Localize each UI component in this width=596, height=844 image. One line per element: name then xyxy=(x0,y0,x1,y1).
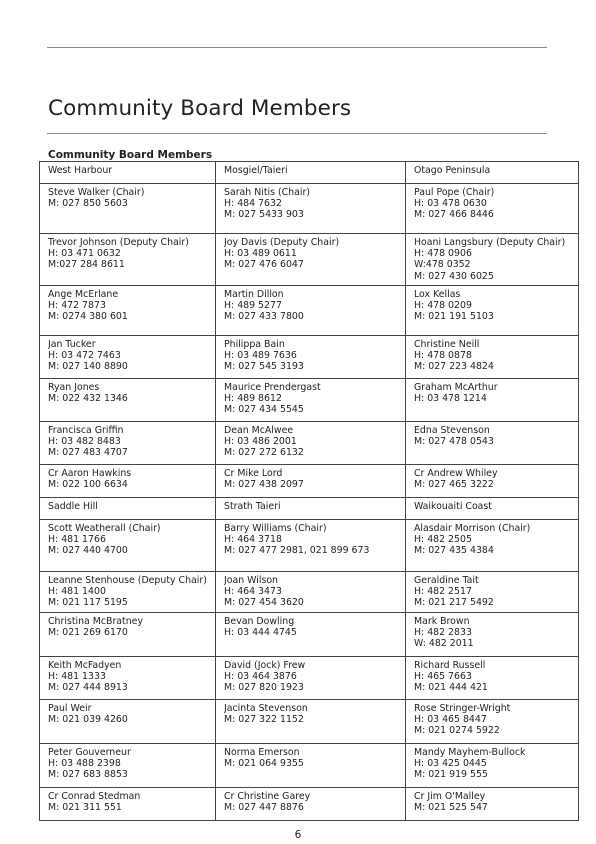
member-phone: M: 027 430 6025 xyxy=(414,270,494,282)
page-number: 6 xyxy=(294,829,302,841)
board-name: Mosgiel/Taieri xyxy=(224,165,288,176)
member-cell xyxy=(216,656,406,699)
member-name: Graham McArthur xyxy=(414,381,498,393)
member-phone: H: 489 5277 xyxy=(224,300,282,312)
member-name: Norma Emerson xyxy=(224,746,300,758)
member-phone: H: 478 0906 xyxy=(414,248,472,260)
table-row xyxy=(40,378,579,421)
member-cell xyxy=(406,699,579,743)
member-phone: H: 03 465 8447 xyxy=(414,714,487,726)
member-name: Steve Walker (Chair) xyxy=(48,187,145,198)
member-phone: H: 03 472 7463 xyxy=(48,350,121,362)
member-phone: M: 022 100 6634 xyxy=(48,479,128,491)
member-phone: W: 482 2011 xyxy=(414,638,474,650)
member-name: Maurice Prendergast xyxy=(224,381,321,393)
member-name: Trevor Johnson (Deputy Chair) xyxy=(48,237,189,248)
member-name: Cr Aaron Hawkins xyxy=(48,467,132,479)
member-cell xyxy=(216,335,406,378)
member-name: Ryan Jones xyxy=(48,381,100,393)
member-phone: M: 027 483 4707 xyxy=(48,447,128,459)
member-cell xyxy=(40,421,216,464)
members-table xyxy=(39,161,579,821)
member-cell xyxy=(406,743,579,787)
table-row xyxy=(40,656,579,699)
member-name: Paul Pope (Chair) xyxy=(414,187,495,198)
member-phone: M: 027 478 0543 xyxy=(414,436,494,448)
member-phone: M: 027 476 6047 xyxy=(224,259,304,271)
member-name: Keith McFadyen xyxy=(48,659,122,671)
table-row xyxy=(40,285,579,335)
member-phone: M: 021 269 6170 xyxy=(48,627,128,639)
member-phone: W:478 0352 xyxy=(414,259,471,271)
member-phone: M: 027 435 4384 xyxy=(414,545,494,557)
member-cell xyxy=(216,612,406,656)
member-name: Leanne Stenhouse (Deputy Chair) xyxy=(48,574,207,586)
member-cell xyxy=(406,612,579,656)
member-cell xyxy=(40,571,216,612)
member-phone: M: 021 217 5492 xyxy=(414,597,494,609)
member-cell xyxy=(40,184,216,234)
member-name: Alasdair Morrison (Chair) xyxy=(414,522,531,534)
top-rule xyxy=(47,47,547,48)
member-phone: M: 027 438 2097 xyxy=(224,479,304,491)
member-cell xyxy=(40,787,216,820)
member-phone: H: 03 486 2001 xyxy=(224,436,297,448)
member-cell xyxy=(40,234,216,286)
member-name: Dean McAlwee xyxy=(224,424,294,436)
member-phone: H: 464 3473 xyxy=(224,586,282,598)
member-phone: H: 481 1400 xyxy=(48,586,106,598)
member-phone: H: 03 488 2398 xyxy=(48,758,121,770)
member-phone: M: 021 919 555 xyxy=(414,769,488,781)
member-cell xyxy=(216,378,406,421)
member-name: Mandy Mayhem-Bullock xyxy=(414,746,526,758)
table-row xyxy=(40,787,579,820)
member-name: Cr Conrad Stedman xyxy=(48,790,141,802)
table-row xyxy=(40,519,579,571)
member-name: Christine Neill xyxy=(414,338,480,350)
member-phone: M: 027 447 8876 xyxy=(224,802,304,814)
board-header xyxy=(216,162,406,184)
member-cell xyxy=(40,699,216,743)
member-phone: H: 03 478 1214 xyxy=(414,393,487,405)
member-phone: H: 478 0209 xyxy=(414,300,472,312)
table-row xyxy=(40,335,579,378)
member-name: Christina McBratney xyxy=(48,615,143,627)
member-phone: M: 021 064 9355 xyxy=(224,758,304,770)
member-cell xyxy=(406,787,579,820)
member-phone: M: 021 311 551 xyxy=(48,802,122,814)
member-phone: H: 03 482 8483 xyxy=(48,436,121,448)
member-cell xyxy=(406,378,579,421)
member-phone: H: 03 489 7636 xyxy=(224,350,297,362)
member-phone: M: 027 850 5603 xyxy=(48,198,128,210)
board-name: Otago Peninsula xyxy=(414,165,491,176)
member-phone: H: 482 2505 xyxy=(414,534,472,546)
member-phone: H: 484 7632 xyxy=(224,198,282,210)
member-cell xyxy=(406,571,579,612)
member-phone: H: 465 7663 xyxy=(414,671,472,683)
member-phone: M: 027 466 8446 xyxy=(414,209,494,221)
member-cell xyxy=(40,519,216,571)
member-phone: M: 021 039 4260 xyxy=(48,714,128,726)
member-phone: M: 021 117 5195 xyxy=(48,597,128,609)
member-phone: H: 489 8612 xyxy=(224,393,282,405)
member-cell xyxy=(406,285,579,335)
board-name: Strath Taieri xyxy=(224,500,281,512)
table-row xyxy=(40,571,579,612)
member-phone: M: 027 5433 903 xyxy=(224,209,304,221)
board-name: Waikouaiti Coast xyxy=(414,500,492,512)
member-name: Rose Stringer-Wright xyxy=(414,702,511,714)
member-cell xyxy=(406,656,579,699)
member-name: Geraldine Tait xyxy=(414,574,479,586)
member-phone: H: 03 464 3876 xyxy=(224,671,297,683)
section-header-row xyxy=(40,162,579,184)
board-header xyxy=(406,497,579,519)
member-phone: H: 03 425 0445 xyxy=(414,758,487,770)
table-row xyxy=(40,699,579,743)
table-row xyxy=(40,184,579,234)
member-phone: H: 472 7873 xyxy=(48,300,106,312)
member-phone: M: 021 444 421 xyxy=(414,682,488,694)
board-header xyxy=(40,497,216,519)
member-phone: H: 481 1333 xyxy=(48,671,106,683)
table-row xyxy=(40,464,579,497)
member-phone: M: 027 545 3193 xyxy=(224,361,304,373)
member-phone: M:027 284 8611 xyxy=(48,259,125,271)
member-cell xyxy=(216,519,406,571)
member-phone: H: 03 444 4745 xyxy=(224,627,297,639)
member-name: Mark Brown xyxy=(414,615,470,627)
member-phone: H: 482 2833 xyxy=(414,627,472,639)
member-cell xyxy=(406,234,579,286)
board-header xyxy=(40,162,216,184)
table-row xyxy=(40,743,579,787)
member-cell xyxy=(216,699,406,743)
member-phone: M: 027 434 5545 xyxy=(224,404,304,416)
table-caption: Community Board Members xyxy=(48,149,213,161)
member-cell xyxy=(216,787,406,820)
member-cell xyxy=(40,285,216,335)
member-phone: M: 027 820 1923 xyxy=(224,682,304,694)
member-name: Joy Davis (Deputy Chair) xyxy=(224,237,340,248)
member-phone: M: 027 433 7800 xyxy=(224,311,304,323)
member-name: Jacinta Stevenson xyxy=(224,702,308,714)
member-phone: M: 021 0274 5922 xyxy=(414,725,500,737)
member-phone: H: 03 478 0630 xyxy=(414,198,487,210)
member-name: Sarah Nitis (Chair) xyxy=(224,187,310,198)
member-cell xyxy=(216,234,406,286)
member-name: Barry Williams (Chair) xyxy=(224,522,327,534)
board-name: West Harbour xyxy=(48,165,113,176)
member-name: Ange McErlane xyxy=(48,288,119,300)
table-row xyxy=(40,612,579,656)
member-phone: M: 027 444 8913 xyxy=(48,682,128,694)
member-phone: M: 021 191 5103 xyxy=(414,311,494,323)
member-phone: H: 482 2517 xyxy=(414,586,472,598)
member-name: Cr Mike Lord xyxy=(224,467,283,479)
member-phone: H: 03 471 0632 xyxy=(48,248,121,260)
member-name: Francisca Griffin xyxy=(48,424,124,436)
member-phone: M: 022 432 1346 xyxy=(48,393,128,405)
member-cell xyxy=(40,464,216,497)
member-cell xyxy=(406,464,579,497)
member-name: Paul Weir xyxy=(48,702,92,714)
member-cell xyxy=(40,743,216,787)
member-cell xyxy=(40,378,216,421)
member-name: Philippa Bain xyxy=(224,338,285,350)
member-phone: H: 478 0878 xyxy=(414,350,472,362)
member-phone: M: 027 440 4700 xyxy=(48,545,128,557)
member-name: Peter Gouverneur xyxy=(48,746,131,758)
member-cell xyxy=(406,184,579,234)
member-cell xyxy=(406,421,579,464)
table-row xyxy=(40,234,579,286)
member-cell xyxy=(406,335,579,378)
member-name: Martin Dillon xyxy=(224,288,284,300)
member-name: Jan Tucker xyxy=(48,338,96,350)
member-phone: M: 027 465 3222 xyxy=(414,479,494,491)
member-name: David (Jock) Frew xyxy=(224,659,306,671)
board-header xyxy=(216,497,406,519)
member-phone: H: 03 489 0611 xyxy=(224,248,297,260)
member-name: Cr Jim O'Malley xyxy=(414,790,486,802)
member-cell xyxy=(216,184,406,234)
member-name: Edna Stevenson xyxy=(414,424,490,436)
title-underline xyxy=(47,133,547,134)
member-phone: H: 464 3718 xyxy=(224,534,282,546)
member-cell xyxy=(406,519,579,571)
member-name: Cr Andrew Whiley xyxy=(414,467,498,479)
member-cell xyxy=(40,656,216,699)
member-phone: M: 027 454 3620 xyxy=(224,597,304,609)
member-phone: M: 0274 380 601 xyxy=(48,311,128,323)
member-name: Bevan Dowling xyxy=(224,615,295,627)
member-phone: M: 027 140 8890 xyxy=(48,361,128,373)
member-cell xyxy=(40,335,216,378)
member-phone: M: 027 477 2981, 021 899 673 xyxy=(224,545,370,557)
member-phone: M: 021 525 547 xyxy=(414,802,488,814)
member-cell xyxy=(216,571,406,612)
member-name: Cr Christine Garey xyxy=(224,790,311,802)
board-name: Saddle Hill xyxy=(48,500,98,512)
member-phone: M: 027 322 1152 xyxy=(224,714,304,726)
member-cell xyxy=(216,285,406,335)
member-phone: M: 027 223 4824 xyxy=(414,361,494,373)
member-name: Hoani Langsbury (Deputy Chair) xyxy=(414,237,566,248)
table-row xyxy=(40,421,579,464)
member-cell xyxy=(216,743,406,787)
page-title: Community Board Members xyxy=(48,96,352,121)
member-cell xyxy=(40,612,216,656)
member-cell xyxy=(216,464,406,497)
member-name: Lox Kellas xyxy=(414,288,461,300)
member-phone: H: 481 1766 xyxy=(48,534,106,546)
member-name: Joan Wilson xyxy=(224,574,279,586)
member-cell xyxy=(216,421,406,464)
member-name: Scott Weatherall (Chair) xyxy=(48,522,161,534)
member-phone: M: 027 272 6132 xyxy=(224,447,304,459)
section-header-row xyxy=(40,497,579,519)
board-header xyxy=(406,162,579,184)
member-phone: M: 027 683 8853 xyxy=(48,769,128,781)
member-name: Richard Russell xyxy=(414,659,486,671)
